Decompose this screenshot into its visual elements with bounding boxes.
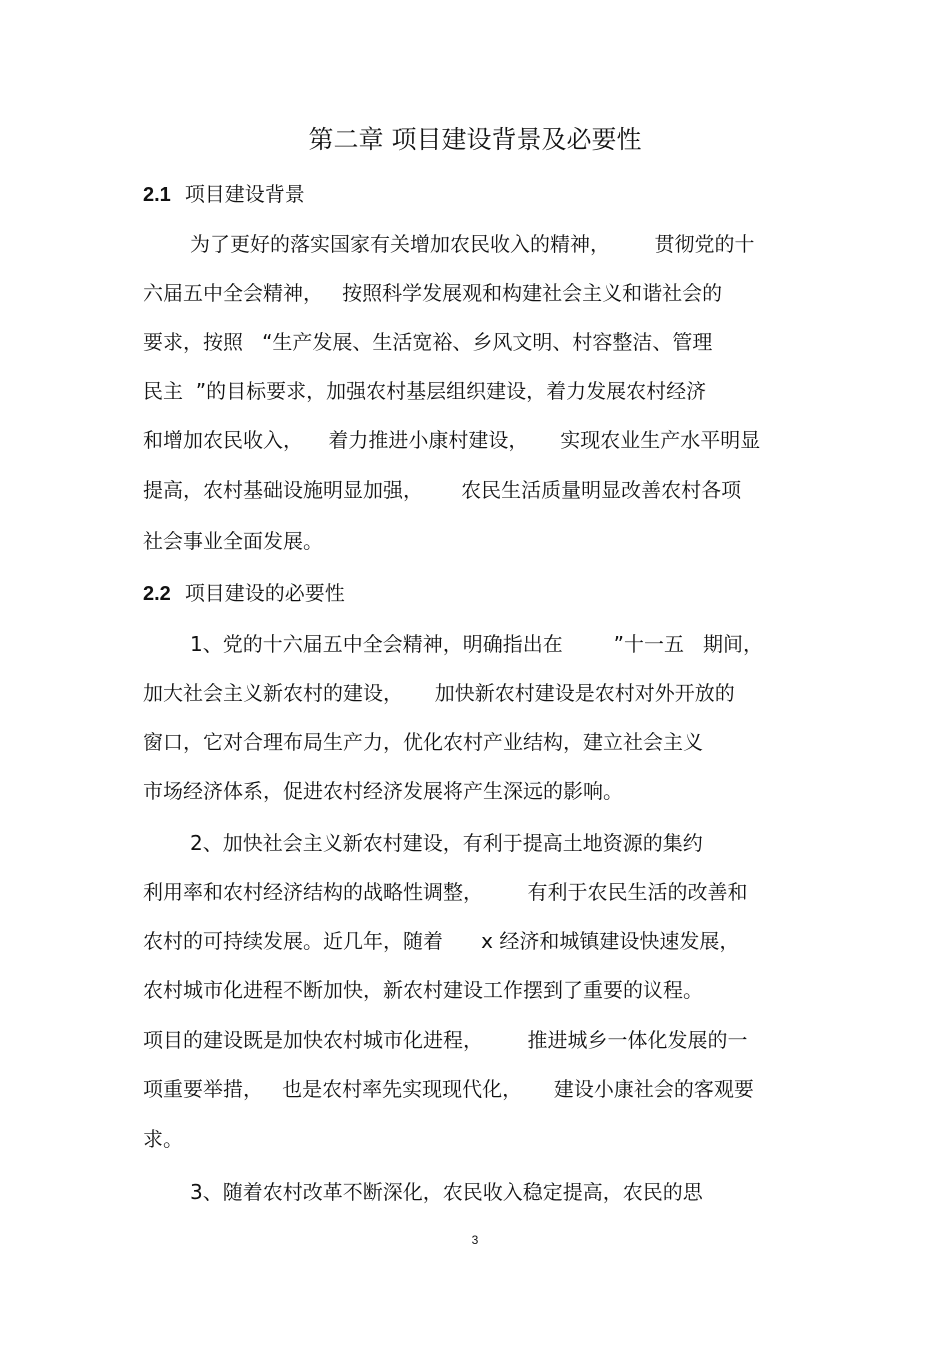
paragraph-line: 求。 xyxy=(143,1127,183,1151)
paragraph-line: 项目的建设既是加快农村城市化进程， 推进城乡一体化发展的一 xyxy=(143,1028,748,1052)
chapter-title: 第二章 项目建设背景及必要性 xyxy=(308,125,642,154)
paragraph-line: 3、随着农村改革不断深化，农民收入稳定提高，农民的思 xyxy=(190,1180,703,1204)
paragraph-line: 民主 ”的目标要求，加强农村基层组织建设，着力发展农村经济 xyxy=(143,379,707,403)
section-title: 项目建设背景 xyxy=(184,182,305,206)
paragraph-line: 项重要举措， 也是农村率先实现现代化， 建设小康社会的客观要 xyxy=(143,1077,754,1101)
paragraph-line: 社会事业全面发展。 xyxy=(143,529,323,553)
paragraph-line: 市场经济体系，促进农村经济发展将产生深远的影响。 xyxy=(143,779,623,803)
paragraph-line: 2、加快社会主义新农村建设，有利于提高土地资源的集约 xyxy=(190,831,703,855)
paragraph-line: 利用率和农村经济结构的战略性调整， 有利于农民生活的改善和 xyxy=(143,880,748,904)
paragraph-line: 六届五中全会精神， 按照科学发展观和构建社会主义和谐社会的 xyxy=(143,281,723,305)
section-heading-2-2 xyxy=(143,578,345,609)
section-heading-2-1 xyxy=(143,179,305,210)
section-number: 2.2 xyxy=(143,583,171,605)
paragraph-line: 和增加农民收入， 着力推进小康村建设， 实现农业生产水平明显 xyxy=(143,428,761,452)
section-number: 2.1 xyxy=(143,184,171,206)
paragraph-line: 要求，按照 “生产发展、生活宽裕、乡风文明、村容整洁、管理 xyxy=(143,330,713,354)
paragraph-line: 加大社会主义新农村的建设， 加快新农村建设是农村对外开放的 xyxy=(143,681,735,705)
paragraph-line: 提高，农村基础设施明显加强， 农民生活质量明显改善农村各项 xyxy=(143,478,742,502)
paragraph-line: 为了更好的落实国家有关增加农民收入的精神， 贯彻党的十 xyxy=(190,232,755,256)
paragraph-line: 农村城市化进程不断加快，新农村建设工作摆到了重要的议程。 xyxy=(143,978,703,1002)
section-title: 项目建设的必要性 xyxy=(184,581,345,605)
paragraph-line: 农村的可持续发展。近几年，随着 x 经济和城镇建设快速发展， xyxy=(143,929,740,953)
paragraph-line: 窗口，它对合理布局生产力，优化农村产业结构，建立社会主义 xyxy=(143,730,703,754)
paragraph-line: 1、党的十六届五中全会精神，明确指出在 ”十一五 期间， xyxy=(190,632,764,656)
page-number: 3 xyxy=(471,1233,479,1247)
